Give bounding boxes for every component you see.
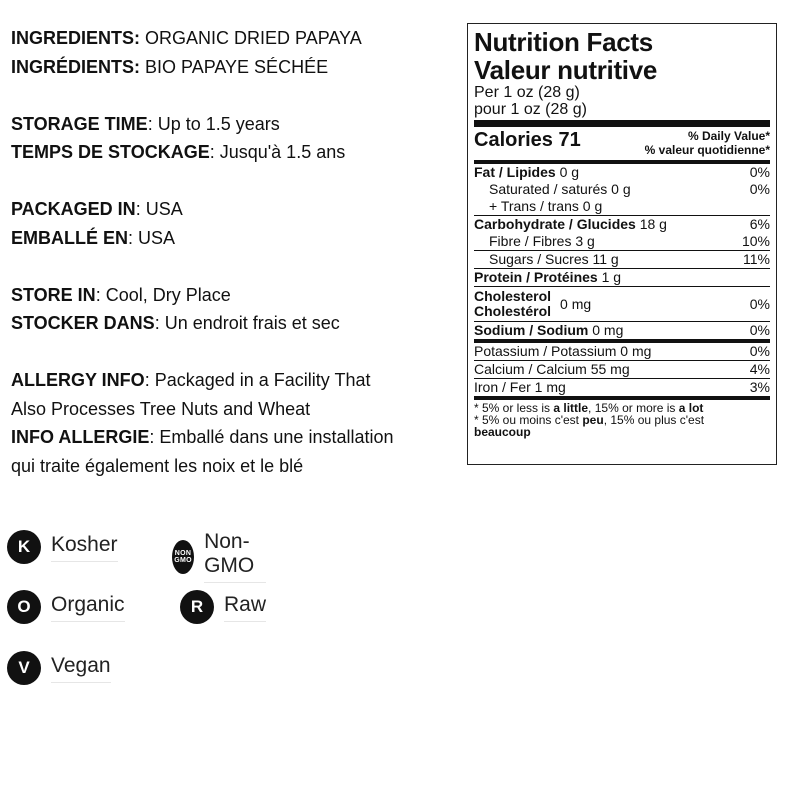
nutrient-row-carbohydrate (474, 215, 770, 233)
footnote-en-bold-1: a little (553, 401, 589, 415)
nutrient-row-fibre (474, 233, 770, 251)
store-en (11, 281, 451, 310)
badge-label-organic: Organic (51, 593, 125, 622)
iron-label: Iron / Fer 1 mg (474, 379, 566, 395)
cholesterol-dv: 0% (749, 295, 770, 312)
footnote-fr-part-2: , 15% ou plus c'est (603, 413, 705, 427)
carb-amount: 18 g (635, 216, 667, 232)
ingredients-fr (11, 53, 451, 82)
nutrition-title-en: Nutrition Facts (474, 27, 653, 57)
calcium-label: Calcium / Calcium 55 mg (474, 361, 630, 377)
daily-value-header (645, 129, 770, 157)
nutrient-row-iron (474, 378, 770, 396)
allergy-fr-label: INFO ALLERGIE (11, 427, 150, 447)
nutrient-row-sugars (474, 251, 770, 268)
protein-amount: 1 g (597, 269, 622, 285)
carb-label: Carbohydrate / Glucides (474, 216, 636, 232)
sodium-dv: 0% (749, 322, 770, 338)
badge-label-vegan: Vegan (51, 654, 111, 683)
allergy-en (11, 366, 451, 395)
badge-label-raw: Raw (224, 593, 266, 622)
nutrition-title-fr: Valeur nutritive (474, 55, 658, 85)
store-en-label: STORE IN (11, 284, 96, 305)
vegan-icon: V (7, 651, 41, 685)
ingredients-en-label: INGREDIENTS: (11, 28, 141, 48)
badge-label-non-gmo: Non-GMO (204, 530, 266, 583)
non-gmo-icon (172, 540, 194, 574)
store-fr (11, 309, 451, 338)
daily-value-fr: % valeur quotidienne* (644, 143, 770, 157)
calories: Calories 71 (474, 129, 581, 151)
allergy-en-label: ALLERGY INFO (11, 370, 145, 390)
allergy-en-2: Also Processes Tree Nuts and Wheat (11, 398, 311, 419)
nutrient-row-trans (474, 198, 770, 215)
cholesterol-label-fr: Cholestérol (474, 303, 552, 319)
storage-en (11, 110, 451, 139)
sodium-label: Sodium / Sodium (474, 322, 589, 338)
saturated-dv: 0% (749, 181, 770, 197)
packaged-fr-value: : USA (128, 227, 176, 248)
serving-size-en: Per 1 oz (28 g) (474, 84, 580, 101)
nutrient-row-protein (474, 268, 770, 286)
storage-en-value: : Up to 1.5 years (147, 113, 280, 134)
footnote-fr-bold-2: beaucoup (474, 425, 531, 439)
nutrient-row-sodium (474, 321, 770, 339)
packaged-en-label: PACKAGED IN (11, 199, 136, 219)
sugars-label: Sugars / Sucres 11 g (489, 251, 619, 267)
fibre-dv: 10% (741, 233, 770, 249)
cholesterol-amount: 0 mg (560, 295, 592, 312)
fat-dv: 0% (749, 164, 770, 180)
store-en-value: : Cool, Dry Place (95, 284, 231, 305)
potassium-label: Potassium / Potassium 0 mg (474, 343, 652, 359)
storage-en-label: STORAGE TIME (11, 113, 148, 134)
product-info (11, 24, 451, 480)
allergy-fr (11, 423, 451, 452)
packaged-fr-label: EMBALLÉ EN (11, 227, 128, 248)
store-fr-value: : Un endroit frais et sec (154, 313, 340, 333)
nutrient-row-calcium (474, 360, 770, 378)
protein-label: Protein / Protéines (474, 269, 598, 285)
footnote-fr-bold-1: peu (582, 413, 604, 427)
allergy-en-value-1: : Packaged in a Facility That (144, 370, 371, 390)
nutrient-row-fat (474, 164, 770, 181)
ingredients-en (11, 24, 451, 53)
fat-label: Fat / Lipides (474, 164, 556, 180)
footnote-fr-line-2 (474, 426, 770, 438)
non-gmo-icon-top: NON (174, 549, 192, 557)
store-fr-label: STOCKER DANS (11, 313, 155, 333)
storage-fr-value: : Jusqu'à 1.5 ans (209, 142, 346, 162)
footnote-fr-part-1: * 5% ou moins c'est (474, 413, 583, 427)
fibre-label: Fibre / Fibres 3 g (489, 233, 595, 249)
sodium-amount: 0 mg (588, 322, 624, 338)
packaged-en-value: : USA (135, 199, 183, 219)
nutrient-row-cholesterol (474, 286, 770, 321)
calories-row (474, 127, 770, 157)
allergy-fr-2: qui traite également les noix et le blé (11, 455, 304, 476)
packaged-en (11, 195, 451, 224)
nutrition-facts-panel (467, 23, 777, 465)
saturated-label: Saturated / saturés 0 g (489, 181, 631, 197)
potassium-dv: 0% (749, 343, 770, 359)
fat-amount: 0 g (555, 164, 580, 180)
ingredients-en-value: ORGANIC DRIED PAPAYA (140, 28, 362, 48)
ingredients-fr-value: BIO PAPAYE SÉCHÉE (140, 56, 329, 77)
carb-dv: 6% (749, 216, 770, 232)
daily-value-en: % Daily Value* (687, 129, 770, 143)
thick-divider (474, 120, 770, 127)
badge-vegan (7, 651, 111, 685)
badge-non-gmo (172, 530, 266, 583)
footnote-en-bold-2: a lot (678, 401, 704, 415)
raw-icon: R (180, 590, 214, 624)
trans-label: + Trans / trans 0 g (489, 198, 603, 214)
organic-icon: O (7, 590, 41, 624)
sugars-dv: 11% (743, 251, 770, 267)
packaged-fr (11, 224, 451, 253)
serving-size-fr: pour 1 oz (28 g) (474, 101, 587, 118)
kosher-icon: K (7, 530, 41, 564)
nutrient-row-saturated (474, 181, 770, 198)
badge-kosher (7, 530, 118, 564)
footnote-en-part-2: , 15% or more is (588, 401, 679, 415)
calcium-dv: 4% (749, 361, 770, 377)
badge-raw (180, 590, 266, 624)
allergy-fr-value-1: : Emballé dans une installation (149, 427, 394, 447)
storage-fr-label: TEMPS DE STOCKAGE (11, 142, 210, 162)
badge-label-kosher: Kosher (51, 533, 118, 562)
ingredients-fr-label: INGRÉDIENTS: (11, 56, 141, 77)
non-gmo-icon-bottom: GMO (174, 556, 192, 564)
nutrition-footnote (474, 396, 770, 438)
cholesterol-label-en: Cholesterol (474, 288, 552, 304)
badge-organic (7, 590, 125, 624)
iron-dv: 3% (749, 379, 770, 395)
storage-fr (11, 138, 451, 167)
footnote-en-part-1: * 5% or less is (474, 401, 554, 415)
nutrient-row-potassium (474, 339, 770, 360)
